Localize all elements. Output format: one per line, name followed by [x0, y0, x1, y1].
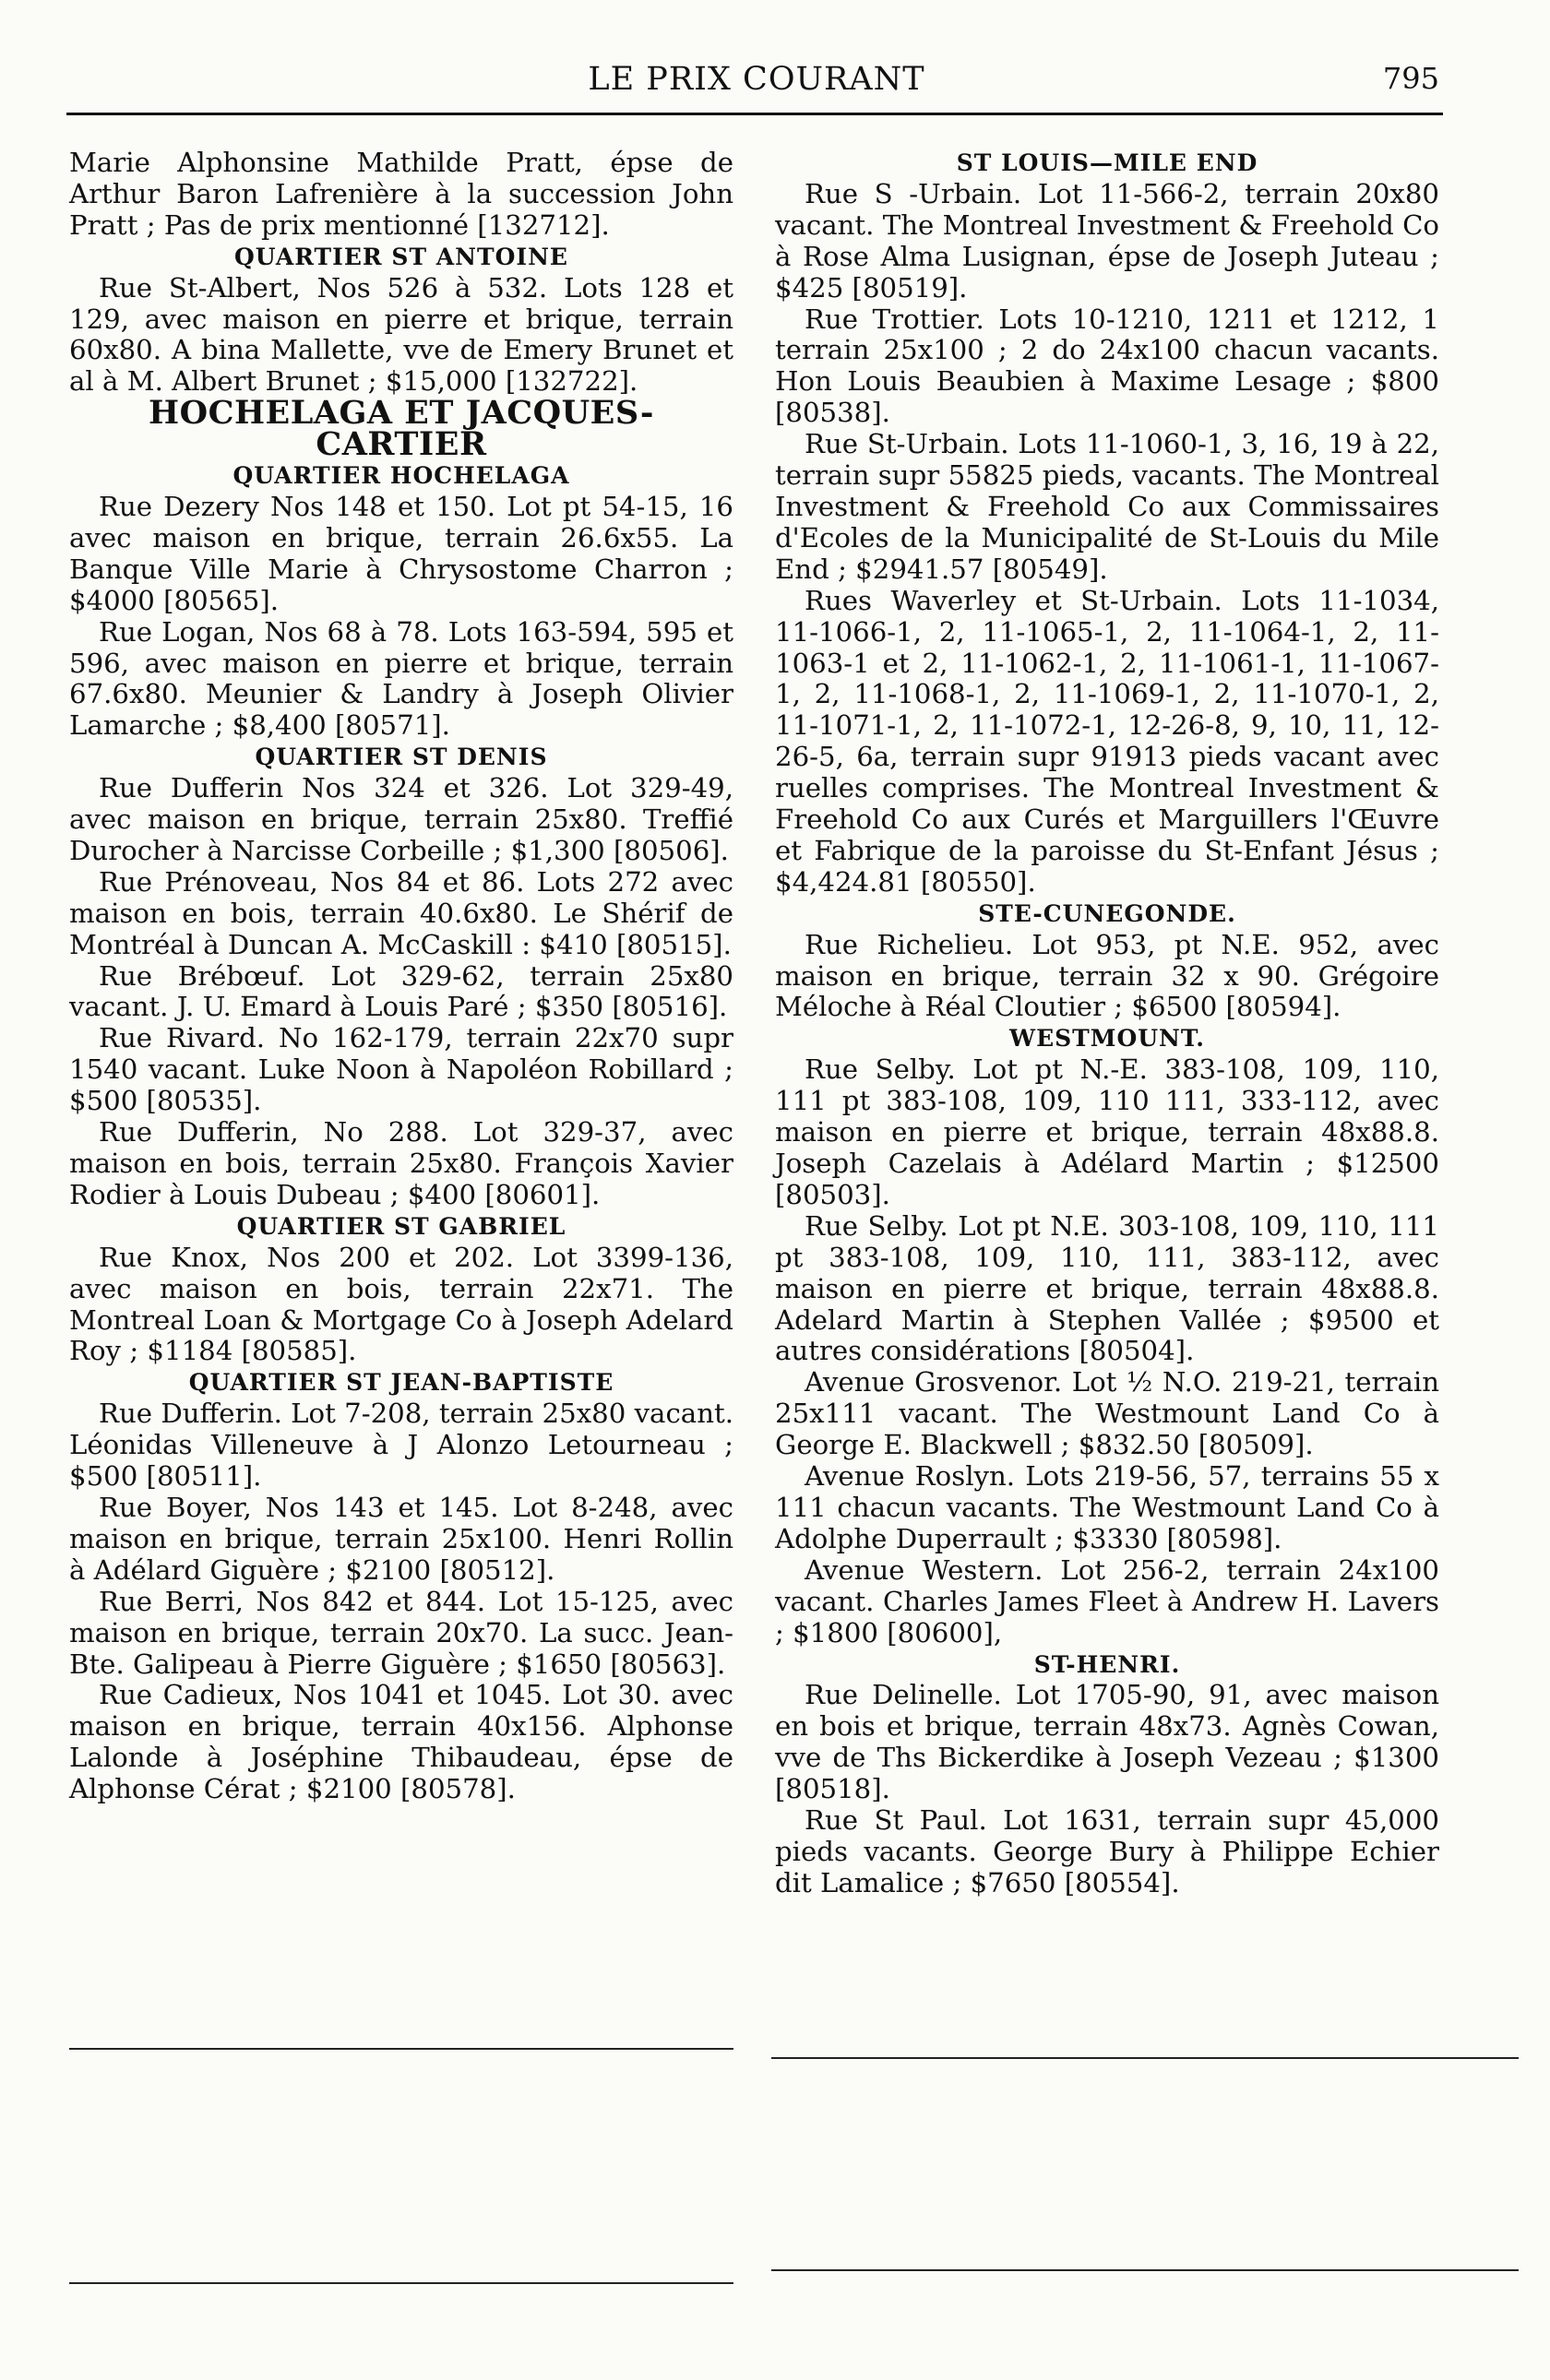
page-header	[74, 61, 1439, 105]
transaction-entry: Rue Boyer, Nos 143 et 145. Lot 8-248, avec maison en brique, terrain 25x100. Henri Rollin à Adélard Giguère ; $2100 [80512].	[69, 1491, 733, 1586]
transaction-entry: Rue Berri, Nos 842 et 844. Lot 15-125, avec maison en brique, terrain 20x70. La succ. Jean-Bte. Galipeau à Pierre Giguère ; $1650 [80563].	[69, 1585, 733, 1680]
section-heading: STE-CUNEGONDE.	[978, 899, 1236, 927]
right-column	[775, 148, 1439, 1899]
left-column	[69, 148, 733, 1805]
transaction-entry: Rue Delinelle. Lot 1705-90, 91, avec maison en bois et brique, terrain 48x73. Agnès Cowan, vve de Ths Bickerdike à Joseph Vezeau ; $1300 [80518].	[775, 1679, 1439, 1805]
transaction-entry: Rue Trottier. Lots 10-1210, 1211 et 1212, 1 terrain 25x100 ; 2 do 24x100 chacun vacants. Hon Louis Beaubien à Maxime Lesage ; $800 [80538].	[775, 303, 1439, 429]
section-heading: QUARTIER ST DENIS	[255, 744, 548, 771]
transaction-entry: Rue St Paul. Lot 1631, terrain supr 45,000 pieds vacants. George Bury à Philippe Echier dit Lamalice ; $7650 [80554].	[775, 1804, 1439, 1898]
transaction-entry: Rue Dufferin Nos 324 et 326. Lot 329-49, avec maison en brique, terrain 25x80. Treffié Durocher à Narcisse Corbeille ; $1,300 [80506].	[69, 772, 733, 866]
running-title: LE PRIX COURANT	[588, 61, 925, 98]
transaction-entry: Rue Richelieu. Lot 953, pt N.E. 952, avec maison en brique, terrain 32 x 90. Grégoire Méloche à Réal Cloutier ; $6500 [80594].	[775, 928, 1439, 1023]
transaction-entry: Rue Rivard. No 162-179, terrain 22x70 supr 1540 vacant. Luke Noon à Napoléon Robillard ; $500 [80535].	[69, 1022, 733, 1117]
section-heading: QUARTIER ST ANTOINE	[234, 243, 568, 270]
transaction-entry: Rue St-Urbain. Lots 11-1060-1, 3, 16, 19 à 22, terrain supr 55825 pieds, vacants. The Montreal Investment & Freehold Co aux Commissaires d'Ecoles de la Municipalité de St-Louis du Mile End ; $2941.57 [80549].	[775, 428, 1439, 585]
strike-line	[771, 2057, 1519, 2059]
section-heading: WESTMOUNT.	[1009, 1025, 1205, 1053]
strike-line	[771, 2269, 1519, 2271]
transaction-entry: Rue Prénoveau, Nos 84 et 86. Lots 272 avec maison en bois, terrain 40.6x80. Le Shérif de Montréal à Duncan A. McCaskill : $410 [80515].	[69, 865, 733, 960]
strike-line	[69, 2282, 733, 2284]
transaction-entry: Rue Dufferin, No 288. Lot 329-37, avec maison en bois, terrain 25x80. François Xavier Rodier à Louis Dubeau ; $400 [80601].	[69, 1116, 733, 1210]
strike-line	[69, 2048, 733, 2050]
transaction-entry: Avenue Roslyn. Lots 219-56, 57, terrains 55 x 111 chacun vacants. The Westmount Land Co à Adolphe Duperrault ; $3330 [80598].	[775, 1460, 1439, 1554]
transaction-entry: Rue Cadieux, Nos 1041 et 1045. Lot 30. avec maison en brique, terrain 40x156. Alphonse Lalonde à Joséphine Thibaudeau, épse de Alphonse Cérat ; $2100 [80578].	[69, 1679, 733, 1805]
transaction-entry: Marie Alphonsine Mathilde Pratt, épse de Arthur Baron Lafrenière à la succession John Pratt ; Pas de prix mentionné [132712].	[69, 147, 733, 241]
transaction-entry: Rue Logan, Nos 68 à 78. Lots 163-594, 595 et 596, avec maison en pierre et brique, terrain 67.6x80. Meunier & Landry à Joseph Olivier Lamarche ; $8,400 [80571].	[69, 615, 733, 742]
section-heading: QUARTIER HOCHELAGA	[232, 462, 570, 490]
transaction-entry: Rue Brébœuf. Lot 329-62, terrain 25x80 vacant. J. U. Emard à Louis Paré ; $350 [80516].	[69, 959, 733, 1023]
transaction-entry: Avenue Grosvenor. Lot ½ N.O. 219-21, terrain 25x111 vacant. The Westmount Land Co à George E. Blackwell ; $832.50 [80509].	[775, 1366, 1439, 1461]
district-heading: HOCHELAGA ET JACQUES-CARTIER	[149, 394, 654, 464]
transaction-entry: Rue Knox, Nos 200 et 202. Lot 3399-136, avec maison en bois, terrain 22x71. The Montreal Loan & Mortgage Co à Joseph Adelard Roy ; $1184 [80585].	[69, 1241, 733, 1367]
transaction-entry: Avenue Western. Lot 256-2, terrain 24x100 vacant. Charles James Fleet à Andrew H. Lavers ; $1800 [80600],	[775, 1553, 1439, 1648]
header-rule	[66, 113, 1443, 115]
transaction-entry: Rue Dufferin. Lot 7-208, terrain 25x80 vacant. Léonidas Villeneuve à J Alonzo Letourneau ; $500 [80511].	[69, 1398, 734, 1493]
transaction-entry: Rue Selby. Lot pt N.E. 303-108, 109, 110, 111 pt 383-108, 109, 110, 111, 383-112, avec maison en pierre et brique, terrain 48x88.8. Adelard Martin à Stephen Vallée ; $9500 et autres considérations [80504].	[775, 1209, 1439, 1367]
transaction-entry: Rue Selby. Lot pt N.-E. 383-108, 109, 110, 111 pt 383-108, 109, 110 111, 333-112, avec maison en pierre et brique, terrain 48x88.8. Joseph Cazelais à Adélard Martin ; $12500 [80503].	[775, 1053, 1439, 1210]
section-heading: ST-HENRI.	[1033, 1650, 1181, 1678]
transaction-entry: Rue S -Urbain. Lot 11-566-2, terrain 20x80 vacant. The Montreal Investment & Freehold Co à Rose Alma Lusignan, épse de Joseph Juteau ; $425 [80519].	[775, 177, 1439, 303]
transaction-entry: Rue St-Albert, Nos 526 à 532. Lots 128 et 129, avec maison en pierre et brique, terrain 60x80. A bina Mallette, vve de Emery Brunet et al à M. Albert Brunet ; $15,000 [132722].	[69, 271, 733, 398]
section-heading: QUARTIER ST JEAN-BAPTISTE	[188, 1369, 614, 1397]
transaction-entry: Rues Waverley et St-Urbain. Lots 11-1034, 11-1066-1, 2, 11-1065-1, 2, 11-1064-1, 2, 11-1063-1 et 2, 11-1062-1, 2, 11-1061-1, 11-1067-1, 2, 11-1068-1, 2, 11-1069-1, 2, 11-1070-1, 2, 11-1071-1, 2, 11-1072-1, 12-26-8, 9, 10, 11, 12-26-5, 6a, terrain supr 91913 pieds vacant avec ruelles comprises. The Montreal Investment & Freehold Co aux Curés et Marguillers l'Œuvre et Fabrique de la paroisse du St-Enfant Jésus ; $4,424.81 [80550].	[775, 584, 1439, 898]
section-heading: ST LOUIS—MILE END	[956, 149, 1258, 176]
section-heading: QUARTIER ST GABRIEL	[236, 1212, 566, 1240]
page-number: 795	[1382, 61, 1439, 96]
transaction-entry: Rue Dezery Nos 148 et 150. Lot pt 54-15, 16 avec maison en brique, terrain 26.6x55. La Banque Ville Marie à Chrysostome Charron ; $4000 [80565].	[69, 490, 733, 616]
